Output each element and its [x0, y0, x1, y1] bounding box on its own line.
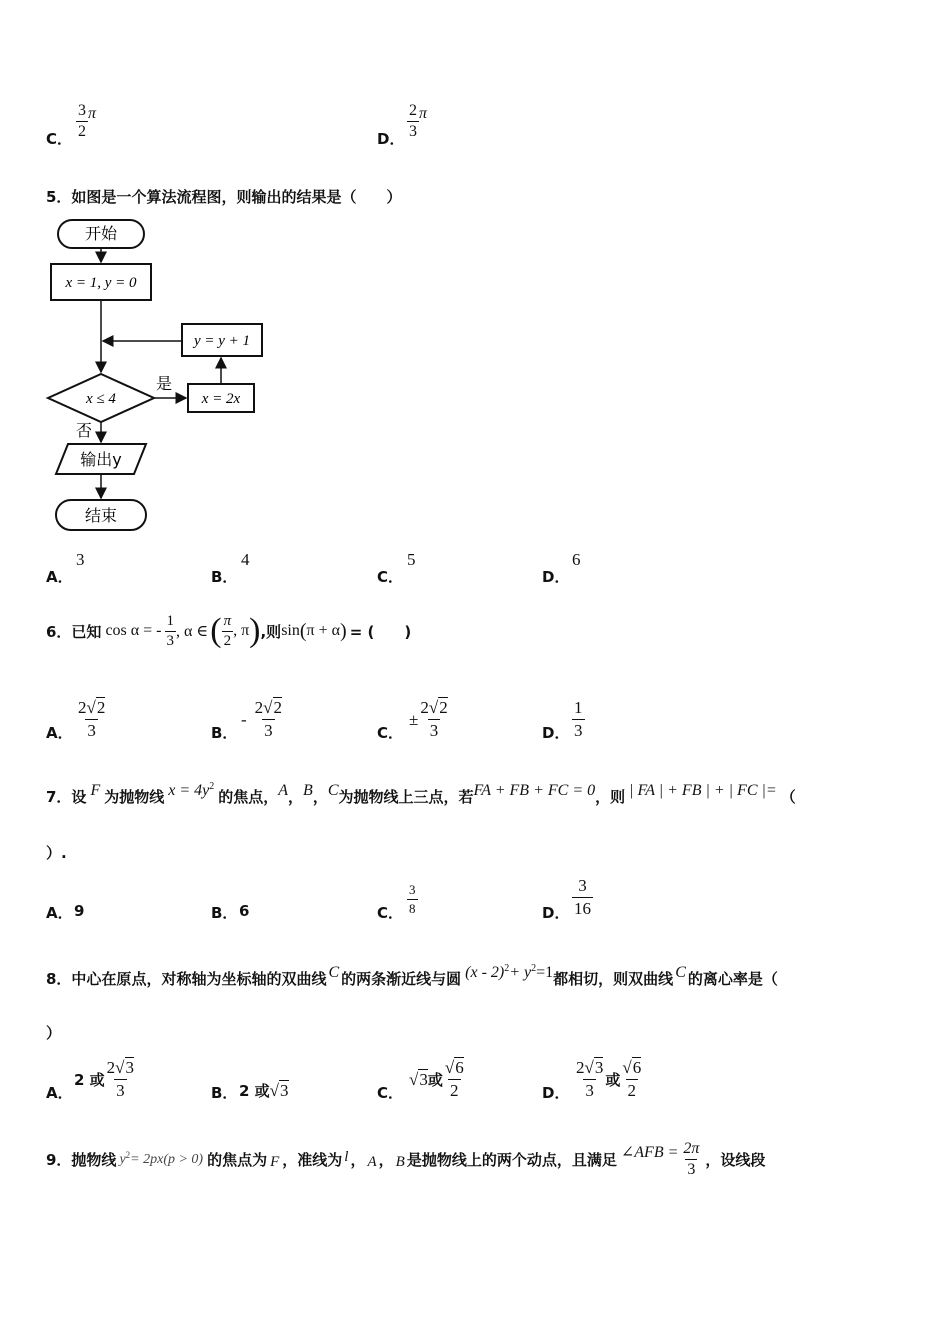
q9-p6: 是抛物线上的两个动点，且满足	[406, 1151, 617, 1169]
q8-d-den: 3	[585, 1081, 594, 1100]
q6-option-a-value	[76, 698, 107, 741]
q6-stem	[46, 612, 411, 650]
q8-p4: 的离心率是（	[687, 970, 778, 988]
q4-c-pi: π	[88, 105, 97, 122]
flow-no-label: 否	[76, 421, 93, 440]
q9-A: A	[367, 1154, 377, 1170]
q6-f1-num: 1	[166, 612, 174, 629]
q7-d-num: 3	[578, 876, 587, 895]
q4-d-denominator: 3	[409, 123, 417, 140]
q7-stem	[46, 781, 796, 807]
q9-p4: ，	[350, 1151, 366, 1169]
q7-p6: （	[780, 788, 796, 806]
q6-f2-den: 2	[223, 632, 232, 649]
q7-A: A	[278, 781, 289, 799]
q8-option-c-value: √3 或 $\frac{√6}{2}$	[409, 1058, 464, 1100]
q8-p2: 的两条渐近线与圆	[341, 970, 462, 988]
q7-p2: 为抛物线	[104, 788, 165, 806]
q6-option-d-value	[572, 698, 585, 741]
q9-f-den: 3	[687, 1161, 696, 1178]
q9-eq2: = 2px(p > 0)	[130, 1151, 204, 1167]
q4-c-denominator: 2	[78, 123, 86, 140]
q6-c-coef: 2	[420, 698, 429, 717]
q7-option-d-value	[572, 876, 593, 919]
q7-option-b-label: B．	[211, 904, 238, 922]
q8-c-mid: 或	[427, 1071, 443, 1089]
q8-c-frac: $\frac{√6}{2}$	[444, 1058, 464, 1100]
q9-frac	[681, 1140, 701, 1179]
q6-option-c-label: C．	[377, 724, 404, 742]
q7-c-num: 3	[409, 882, 416, 897]
flow-start-label: 开始	[84, 224, 118, 243]
q5-stem: 5．如图是一个算法流程图，则输出的结果是（ ）	[46, 188, 402, 206]
q6-sin-lparen: (	[299, 619, 307, 642]
q6-prefix: 6．已知	[46, 622, 102, 641]
q6-a-coef: 2	[78, 698, 87, 717]
q6-f1-den: 3	[166, 632, 174, 649]
flow-init-label: x = 1, y = 0	[65, 275, 137, 291]
q7-option-a-value: 9	[74, 902, 85, 920]
q6-b-coef: 2	[254, 698, 264, 717]
q6-option-b-value	[241, 698, 284, 741]
q8-stem	[46, 963, 778, 989]
q4-c-numerator: 3	[78, 102, 86, 119]
q4-option-c-value	[76, 102, 96, 141]
q9-eq: y	[119, 1151, 126, 1167]
q6-cos: cos α = -	[105, 622, 162, 639]
q9-p2: 的焦点为	[207, 1151, 268, 1169]
q9-f-num: 2π	[683, 1140, 700, 1157]
q6-b-root: 2	[273, 698, 283, 717]
q5-option-d-label: D．	[542, 568, 570, 586]
q5-option-b-label: B．	[211, 568, 238, 586]
q7-p4: 为抛物线上三点，若	[338, 788, 474, 806]
q8-C: C	[328, 963, 340, 981]
q6-option-c-value	[409, 698, 450, 741]
q6-d-den: 3	[574, 721, 583, 740]
q6-c-frac: $\frac{2√2}{3}$	[420, 698, 448, 740]
q6-a-root: 2	[96, 698, 106, 717]
q8-c-root: 3	[419, 1069, 428, 1089]
q5-flowchart	[40, 214, 280, 536]
q4-d-numerator: 2	[409, 102, 417, 119]
q6-b-frac: $\frac{2√2}{3}$	[254, 698, 283, 740]
q8-c-num-root: 6	[455, 1058, 464, 1077]
q6-d-num: 1	[574, 698, 583, 717]
q6-right-paren: )	[249, 612, 261, 649]
flow-end-label: 结束	[84, 506, 118, 525]
q7-F: F	[90, 781, 101, 799]
q7-vec: FA + FB + FC = 0	[473, 781, 596, 799]
q6-a-frac: $\frac{2√2}{3}$	[78, 698, 106, 740]
q8-circle: (x - 2)	[465, 963, 505, 981]
q8-c-den: 2	[450, 1081, 459, 1100]
q8-option-a-label: A．	[46, 1084, 73, 1102]
q6-c-root: 2	[439, 698, 448, 717]
q6-a-den: 3	[87, 721, 96, 740]
q8-sup: 2	[504, 963, 510, 974]
q8-circle2: + y	[509, 963, 532, 981]
q6-option-d-label: D．	[542, 724, 570, 742]
q7-option-c-label: C．	[377, 904, 404, 922]
q5-option-a-label: A．	[46, 568, 73, 586]
q8-option-d-value	[574, 1058, 643, 1101]
q9-F: F	[270, 1154, 280, 1170]
q8-d-frac-2: $\frac{√6}{2}$	[622, 1058, 642, 1100]
q5-option-d-value: 6	[572, 550, 581, 569]
q9-angle: ∠AFB =	[620, 1143, 679, 1161]
q9-l: l	[344, 1149, 349, 1165]
q8-option-c-label: C．	[377, 1084, 404, 1102]
q8-option-d-label: D．	[542, 1084, 570, 1102]
q6-tail: = ( )	[349, 622, 412, 641]
q8-circle3: =1	[536, 963, 554, 981]
q6-b-sign: -	[241, 709, 247, 729]
q7-comma-1: ，	[288, 788, 304, 806]
q7-comma-2: ，	[312, 788, 328, 806]
q8-option-b-value: 2 或 √3	[239, 1080, 289, 1100]
q6-frac-2	[222, 613, 234, 650]
q8-d-frac-1: $\frac{2√3}{3}$	[576, 1058, 604, 1100]
q6-d-frac	[572, 698, 585, 741]
q9-p3: ，准线为	[282, 1151, 343, 1169]
q6-f2-num: π	[223, 612, 232, 629]
q7-p1: 7．设	[46, 788, 87, 806]
q8-option-a-value	[74, 1058, 136, 1101]
q8-line2: ）	[46, 1024, 62, 1042]
q4-option-c-label: C．	[46, 130, 73, 148]
q8-d-num-root: 6	[632, 1058, 642, 1077]
q5-option-c-label: C．	[377, 568, 404, 586]
q8-sup2: 2	[531, 963, 537, 974]
flow-update-x-label: x = 2x	[201, 391, 241, 407]
q6-left-paren: (	[210, 612, 222, 649]
q8-b-root: 3	[280, 1080, 289, 1100]
q8-a-coef: 2	[106, 1058, 116, 1077]
q9-p1: 9．抛物线	[46, 1151, 117, 1169]
q6-pi-end: , π	[233, 622, 250, 639]
q6-b-den: 3	[264, 721, 273, 740]
q6-then: ,则	[260, 622, 282, 641]
q8-p3: 都相切，则双曲线	[553, 970, 674, 988]
q4-option-d-value	[407, 102, 427, 141]
q7-line2: ）.	[46, 844, 67, 862]
flow-update-y-label: y = y + 1	[193, 333, 251, 349]
q7-C: C	[327, 781, 339, 799]
q7-option-a-label: A．	[46, 904, 73, 922]
q9-p5: ，	[378, 1151, 394, 1169]
q6-alpha-in: , α ∈	[176, 623, 209, 640]
q7-option-d-label: D．	[542, 904, 570, 922]
q6-option-b-label: B．	[211, 724, 238, 742]
flow-output-label: 输出y	[80, 450, 122, 469]
q7-c-den: 8	[409, 901, 416, 916]
q8-d-coef: 2	[576, 1058, 585, 1077]
q7-eq: x = 4y	[168, 781, 210, 799]
q6-sin-rparen: )	[340, 619, 347, 642]
q5-option-b-value: 4	[241, 550, 250, 569]
q7-B: B	[303, 781, 313, 799]
q6-sin: sin	[281, 622, 300, 639]
q4-d-pi: π	[419, 105, 428, 122]
q8-d-den2: 2	[627, 1081, 637, 1100]
q9-p7: ，设线段	[705, 1151, 766, 1169]
q8-a-root: 3	[125, 1058, 135, 1077]
q8-p1: 8．中心在原点，对称轴为坐标轴的双曲线	[46, 970, 327, 988]
q8-a-pre: 2 或	[74, 1071, 105, 1089]
q7-p5: ，则	[595, 788, 626, 806]
q8-option-b-label: B．	[211, 1084, 238, 1102]
q8-a-frac: $\frac{2√3}{3}$	[106, 1058, 135, 1100]
q9-stem	[46, 1140, 765, 1179]
q7-d-den: 16	[574, 899, 591, 918]
q5-option-a-value: 3	[76, 550, 85, 569]
flow-yes-label: 是	[156, 374, 173, 393]
q9-eq-sup: 2	[125, 1149, 131, 1160]
q6-option-a-label: A．	[46, 724, 73, 742]
q6-c-den: 3	[429, 721, 439, 740]
q6-frac-1	[165, 613, 177, 650]
q7-abs: | FA | + FB | + | FC |=	[629, 781, 777, 799]
q7-option-b-value: 6	[239, 902, 250, 920]
q8-d-root: 3	[594, 1058, 604, 1077]
flow-condition-label: x ≤ 4	[86, 391, 116, 407]
q9-B: B	[395, 1154, 405, 1170]
q5-option-c-value: 5	[407, 550, 416, 569]
q6-c-sign: ±	[409, 709, 419, 729]
q8-b-pre: 2 或	[239, 1082, 270, 1100]
q6-sin-arg: π + α	[306, 622, 341, 639]
q7-p3: 的焦点，	[218, 788, 279, 806]
q4-option-d-label: D．	[377, 130, 405, 148]
q7-eq-sup: 2	[209, 781, 215, 792]
q8-a-den: 3	[116, 1081, 125, 1100]
q8-d-mid: 或	[605, 1071, 621, 1089]
q8-C2: C	[675, 963, 686, 981]
q7-option-c-value	[407, 882, 418, 917]
